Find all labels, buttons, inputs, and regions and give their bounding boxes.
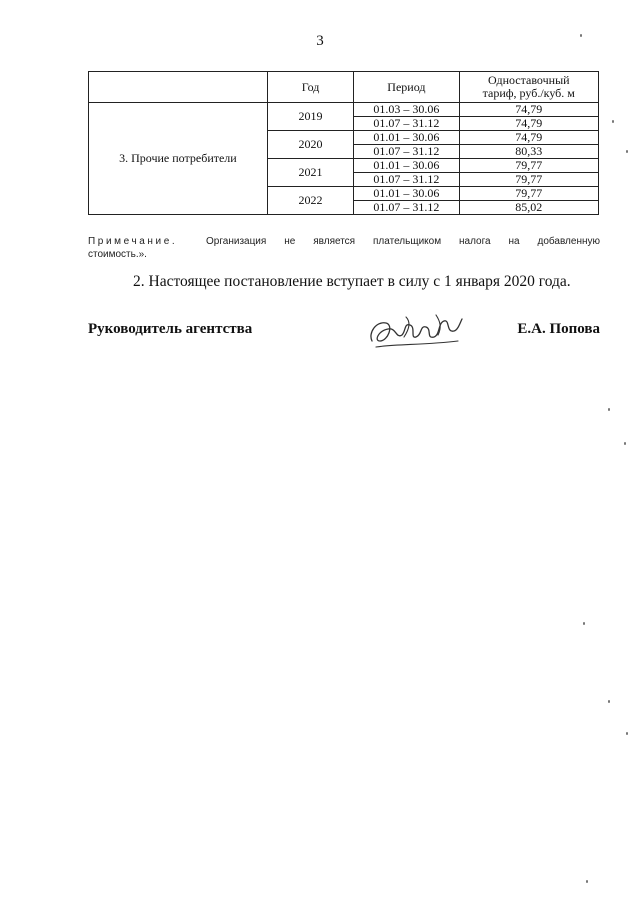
consumer-cell: 3. Прочие потребители bbox=[89, 103, 268, 215]
header-year: Год bbox=[267, 72, 353, 103]
tariff-cell: 85,02 bbox=[459, 201, 598, 215]
scan-speck bbox=[580, 34, 582, 37]
tariff-cell: 79,77 bbox=[459, 159, 598, 173]
note-text-line1: Организация не является плательщиком налога на добавленную bbox=[206, 236, 600, 247]
signatory-title: Руководитель агентства bbox=[88, 321, 253, 337]
scan-speck bbox=[626, 732, 628, 735]
handwritten-signature bbox=[366, 311, 466, 355]
page-number: 3 bbox=[316, 33, 324, 49]
scan-speck bbox=[626, 150, 628, 153]
period-cell: 01.01 – 30.06 bbox=[354, 187, 459, 201]
period-cell: 01.07 – 31.12 bbox=[354, 201, 459, 215]
period-cell: 01.01 – 30.06 bbox=[354, 159, 459, 173]
header-consumer bbox=[89, 72, 268, 103]
year-cell: 2022 bbox=[267, 187, 353, 215]
period-cell: 01.07 – 31.12 bbox=[354, 117, 459, 131]
effective-date-paragraph: 2. Настоящее постановление вступает в силу с 1 января 2020 года. bbox=[133, 273, 571, 290]
scan-speck bbox=[608, 700, 610, 703]
header-tariff bbox=[459, 72, 598, 103]
tariff-table bbox=[88, 71, 599, 215]
year-cell: 2019 bbox=[267, 103, 353, 131]
table-row bbox=[89, 103, 599, 117]
year-cell: 2021 bbox=[267, 159, 353, 187]
scan-speck bbox=[583, 622, 585, 625]
note-text-line2: стоимость.». bbox=[88, 249, 147, 260]
table-note bbox=[88, 235, 600, 261]
header-tariff-line1: Одноставочный bbox=[487, 73, 570, 87]
signatory-name: Е.А. Попова bbox=[517, 321, 600, 337]
year-cell: 2020 bbox=[267, 131, 353, 159]
scan-speck bbox=[586, 880, 588, 883]
tariff-cell: 79,77 bbox=[459, 187, 598, 201]
scan-speck bbox=[608, 408, 610, 411]
note-label: Примечание. bbox=[88, 236, 178, 247]
signature-block bbox=[88, 319, 600, 359]
header-period: Период bbox=[354, 72, 459, 103]
scan-speck bbox=[612, 120, 614, 123]
period-cell: 01.07 – 31.12 bbox=[354, 173, 459, 187]
header-tariff-line2: тариф, руб./куб. м bbox=[482, 86, 575, 100]
table-header-row bbox=[89, 72, 599, 103]
tariff-cell: 80,33 bbox=[459, 145, 598, 159]
tariff-cell: 74,79 bbox=[459, 103, 598, 117]
scan-speck bbox=[624, 442, 626, 445]
tariff-cell: 74,79 bbox=[459, 117, 598, 131]
period-cell: 01.03 – 30.06 bbox=[354, 103, 459, 117]
period-cell: 01.07 – 31.12 bbox=[354, 145, 459, 159]
tariff-cell: 74,79 bbox=[459, 131, 598, 145]
period-cell: 01.01 – 30.06 bbox=[354, 131, 459, 145]
tariff-cell: 79,77 bbox=[459, 173, 598, 187]
